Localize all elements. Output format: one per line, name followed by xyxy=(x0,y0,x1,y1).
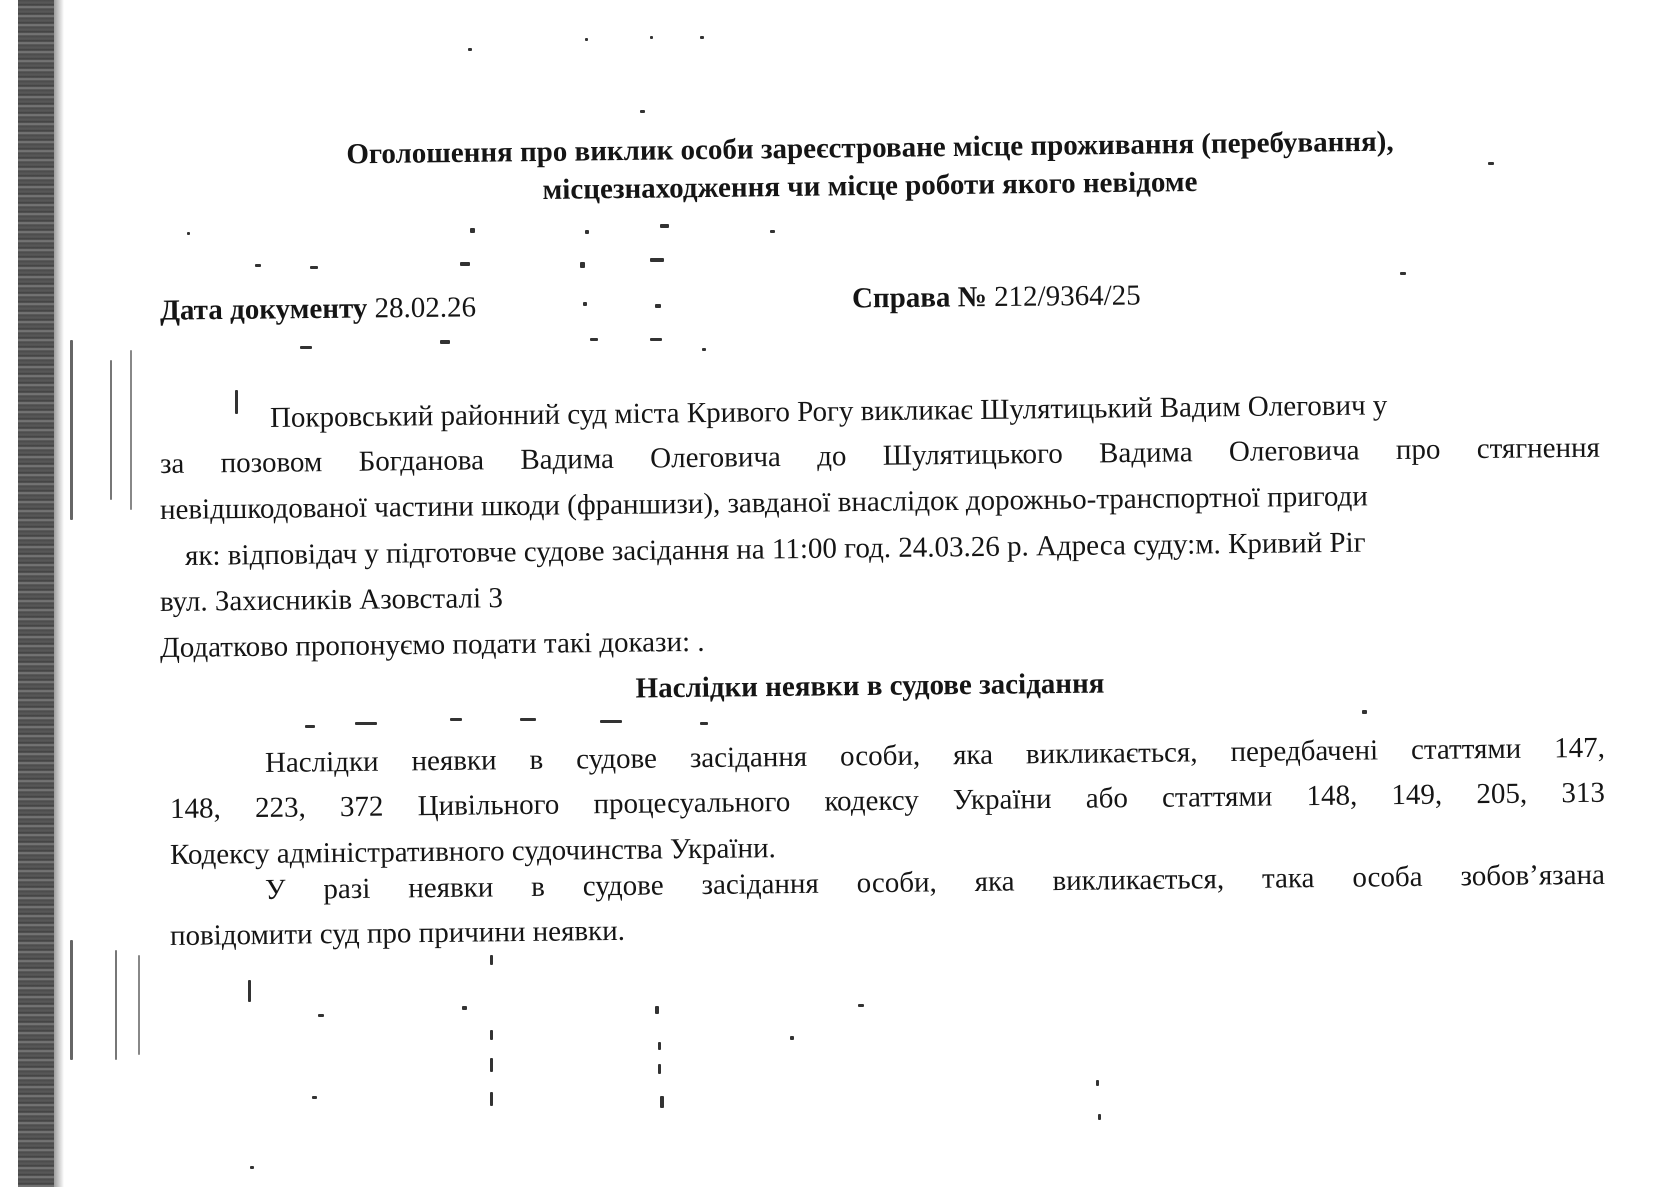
scan-speck xyxy=(490,1058,493,1072)
scan-speck xyxy=(660,1096,664,1108)
document-date-label: Дата документу xyxy=(159,292,368,327)
scan-speck xyxy=(1488,162,1494,165)
scan-speck xyxy=(450,718,462,721)
scan-speck xyxy=(585,38,588,41)
paragraph-3-line-2: повідомити суд про причини неявки. xyxy=(169,914,626,952)
scan-speck xyxy=(660,224,669,228)
scan-speck xyxy=(1400,272,1406,275)
scan-streak xyxy=(70,340,73,520)
scan-speck xyxy=(580,262,585,268)
document-title-line-2: місцезнаходження чи місце роботи якого невідоме xyxy=(542,166,1198,206)
scan-speck xyxy=(650,338,662,341)
paragraph-2-line-3: Кодексу адміністративного судочинства України. xyxy=(169,832,776,871)
scan-speck xyxy=(462,1006,467,1010)
scan-speck xyxy=(490,1092,493,1106)
case-number-value: 212/9364/25 xyxy=(993,279,1141,314)
scan-speck xyxy=(440,340,450,344)
scan-speck xyxy=(658,1064,661,1074)
scan-speck xyxy=(312,1096,317,1099)
scan-speck xyxy=(1098,1114,1101,1120)
scan-speck xyxy=(520,718,536,721)
scan-speck xyxy=(700,36,704,39)
scan-speck xyxy=(235,390,238,414)
paragraph-1-line-1: Покровський районний суд міста Кривого Рогу викликає Шулятицький Вадим Олегович у xyxy=(269,389,1388,434)
scanner-edge-shadow xyxy=(54,0,64,1187)
scan-speck xyxy=(355,722,377,725)
scan-speck xyxy=(470,228,475,233)
scan-speck xyxy=(858,1004,864,1007)
scan-speck xyxy=(250,1166,254,1169)
case-number xyxy=(852,278,1141,315)
scan-streak xyxy=(138,955,140,1055)
paragraph-1-line-4: як: відповідач у підготовче судове засідання на 11:00 год. 24.03.26 р. Адреса суду:м. Кривий Ріг xyxy=(184,526,1366,572)
scan-speck xyxy=(300,346,312,349)
scan-speck xyxy=(187,232,190,235)
paragraph-1-line-6: Додатково пропонуємо подати такі докази: . xyxy=(159,625,705,664)
scan-speck xyxy=(255,264,261,267)
scan-speck xyxy=(468,48,472,51)
paragraph-3-line-1: У разі неявки в судове засідання особи, яка викликається, така особа зобов’язана xyxy=(264,858,1606,906)
scan-speck xyxy=(583,302,587,306)
scan-streak xyxy=(110,360,112,500)
scan-speck xyxy=(790,1036,794,1040)
scan-speck xyxy=(305,725,315,728)
paragraph-2-line-1: Наслідки неявки в судове засідання особи, яка викликається, передбачені статтями 147, xyxy=(264,731,1606,779)
scan-speck xyxy=(702,348,706,351)
document-date-value: 28.02.26 xyxy=(374,291,477,325)
paragraph-1-line-3: невідшкодованої частини шкоди (франшизи), завданої внаслідок дорожньо-транспортної пригоди xyxy=(159,480,1369,526)
scan-speck xyxy=(248,980,251,1002)
document-date xyxy=(160,290,476,327)
scan-speck xyxy=(318,1014,324,1017)
scan-streak xyxy=(130,350,132,510)
scan-speck xyxy=(590,338,598,341)
scan-speck xyxy=(700,722,708,725)
scan-speck xyxy=(585,230,589,234)
scan-speck xyxy=(1096,1080,1099,1086)
section-title-consequences: Наслідки неявки в судове засідання xyxy=(635,667,1105,705)
scan-speck xyxy=(650,258,664,262)
scan-speck xyxy=(490,1030,493,1040)
scan-speck xyxy=(600,720,622,723)
scanner-edge-artifact xyxy=(18,0,54,1187)
case-number-label: Справа № xyxy=(851,281,988,315)
scan-speck xyxy=(655,304,661,308)
scan-streak xyxy=(115,950,117,1060)
scan-speck xyxy=(310,266,318,269)
scan-speck xyxy=(658,1042,661,1050)
document-title-line-1: Оголошення про виклик особи зареєстроване місце проживання (перебування), xyxy=(346,125,1394,171)
scan-speck xyxy=(770,230,775,233)
scan-speck xyxy=(655,1006,659,1014)
scan-speck xyxy=(640,110,645,113)
scan-speck xyxy=(1362,710,1367,714)
scan-speck xyxy=(490,955,493,965)
paragraph-1-line-2: за позовом Богданова Вадима Олеговича до Шулятицького Вадима Олеговича про стягнення xyxy=(159,431,1601,480)
scan-speck xyxy=(650,36,653,39)
scan-streak xyxy=(70,940,73,1060)
scan-speck xyxy=(460,262,470,266)
paragraph-2-line-2: 148, 223, 372 Цивільного процесуального кодексу України або статтями 148, 149, 205, 313 xyxy=(169,776,1606,825)
paragraph-1-line-5: вул. Захисників Азовсталі 3 xyxy=(159,582,504,618)
